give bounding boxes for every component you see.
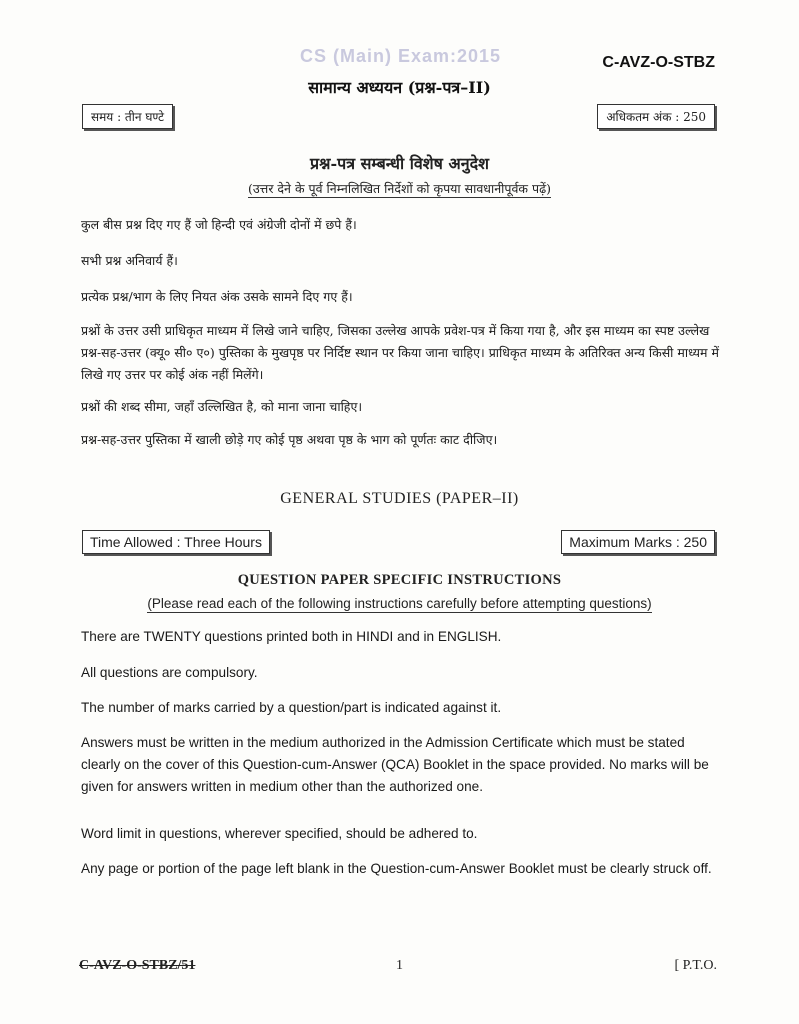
english-instructions-subheading-wrap [0,596,799,611]
english-paper-title: GENERAL STUDIES (PAPER–II) [280,490,519,507]
hindi-instruction-5: प्रश्नों की शब्द सीमा, जहाँ उल्लिखित है, को माना जाना चाहिए। [81,399,363,414]
hindi-instruction-1: कुल बीस प्रश्न दिए गए हैं जो हिन्दी एवं अंग्रेजी दोनों में छपे हैं। [81,217,357,232]
hindi-instruction-3: प्रत्येक प्रश्न/भाग के लिए नियत अंक उसके सामने दिए गए हैं। [81,289,353,304]
paper-code: C-AVZ-O-STBZ [602,54,715,71]
hindi-paper-title: सामान्य अध्ययन (प्रश्न-पत्र–II) [308,78,491,97]
page-number: 1 [396,958,403,973]
english-instruction-4: Answers must be written in the medium authorized in the Admission Certificate which must be stated clearly on the cover of this Question-cum-Answer (QCA) Booklet in the space provided. No marks will be given for answers written in medium other than the authorized one. [81,735,709,794]
exam-watermark: CS (Main) Exam:2015 [300,46,502,66]
english-instruction-1: There are TWENTY questions printed both in HINDI and in ENGLISH. [81,629,502,644]
hindi-instructions-subheading: (उत्तर देने के पूर्व निम्नलिखित निर्देशों को कृपया सावधानीपूर्वक पढ़ें) [247,181,552,196]
english-instruction-3: The number of marks carried by a question/part is indicated against it. [81,700,502,715]
hindi-instructions-subheading-wrap [0,180,799,197]
pto-label: [ P.T.O. [674,958,717,973]
hindi-instructions-heading: प्रश्न-पत्र सम्बन्धी विशेष अनुदेश [310,154,489,173]
hindi-instruction-4: प्रश्नों के उत्तर उसी प्राधिकृत माध्यम में लिखे जाने चाहिए, जिसका उल्लेख आपके प्रवेश-पत्र में किया गया है, और इस माध्यम का स्पष्ट उल्लेख प्रश्न-सह-उत्तर (क्यू० सी० ए०) पुस्तिका के मुखपृष्ठ पर निर्दिष्ट स्थान पर किया जाना चाहिए। प्राधिकृत माध्यम के अतिरिक्त अन्य किसी माध्यम में लिखे गए उत्तर पर कोई अंक नहीं मिलेंगे। [81,323,719,382]
hindi-instruction-2: सभी प्रश्न अनिवार्य हैं। [81,253,178,268]
english-instructions-heading: QUESTION PAPER SPECIFIC INSTRUCTIONS [237,572,562,588]
footer-code-text: C-AVZ-O-STBZ [79,958,178,973]
english-time-box: Time Allowed : Three Hours [82,530,270,554]
english-marks-box: Maximum Marks : 250 [561,530,715,554]
english-instructions-subheading: (Please read each of the following instructions carefully before attempting questions) [147,596,652,611]
english-instruction-2: All questions are compulsory. [81,665,258,680]
english-instruction-6: Any page or portion of the page left blank in the Question-cum-Answer Booklet must be clearly struck off. [81,861,712,876]
hindi-time-box: समय : तीन घण्टे [82,104,173,129]
footer-code-suffix: /51 [177,958,196,973]
hindi-instruction-6: प्रश्न-सह-उत्तर पुस्तिका में खाली छोड़े गए कोई पृष्ठ अथवा पृष्ठ के भाग को पूर्णतः काट दीजिए। [81,432,498,447]
english-instruction-5: Word limit in questions, wherever specified, should be adhered to. [81,826,478,841]
hindi-marks-box: अधिकतम अंक : 250 [597,104,715,129]
